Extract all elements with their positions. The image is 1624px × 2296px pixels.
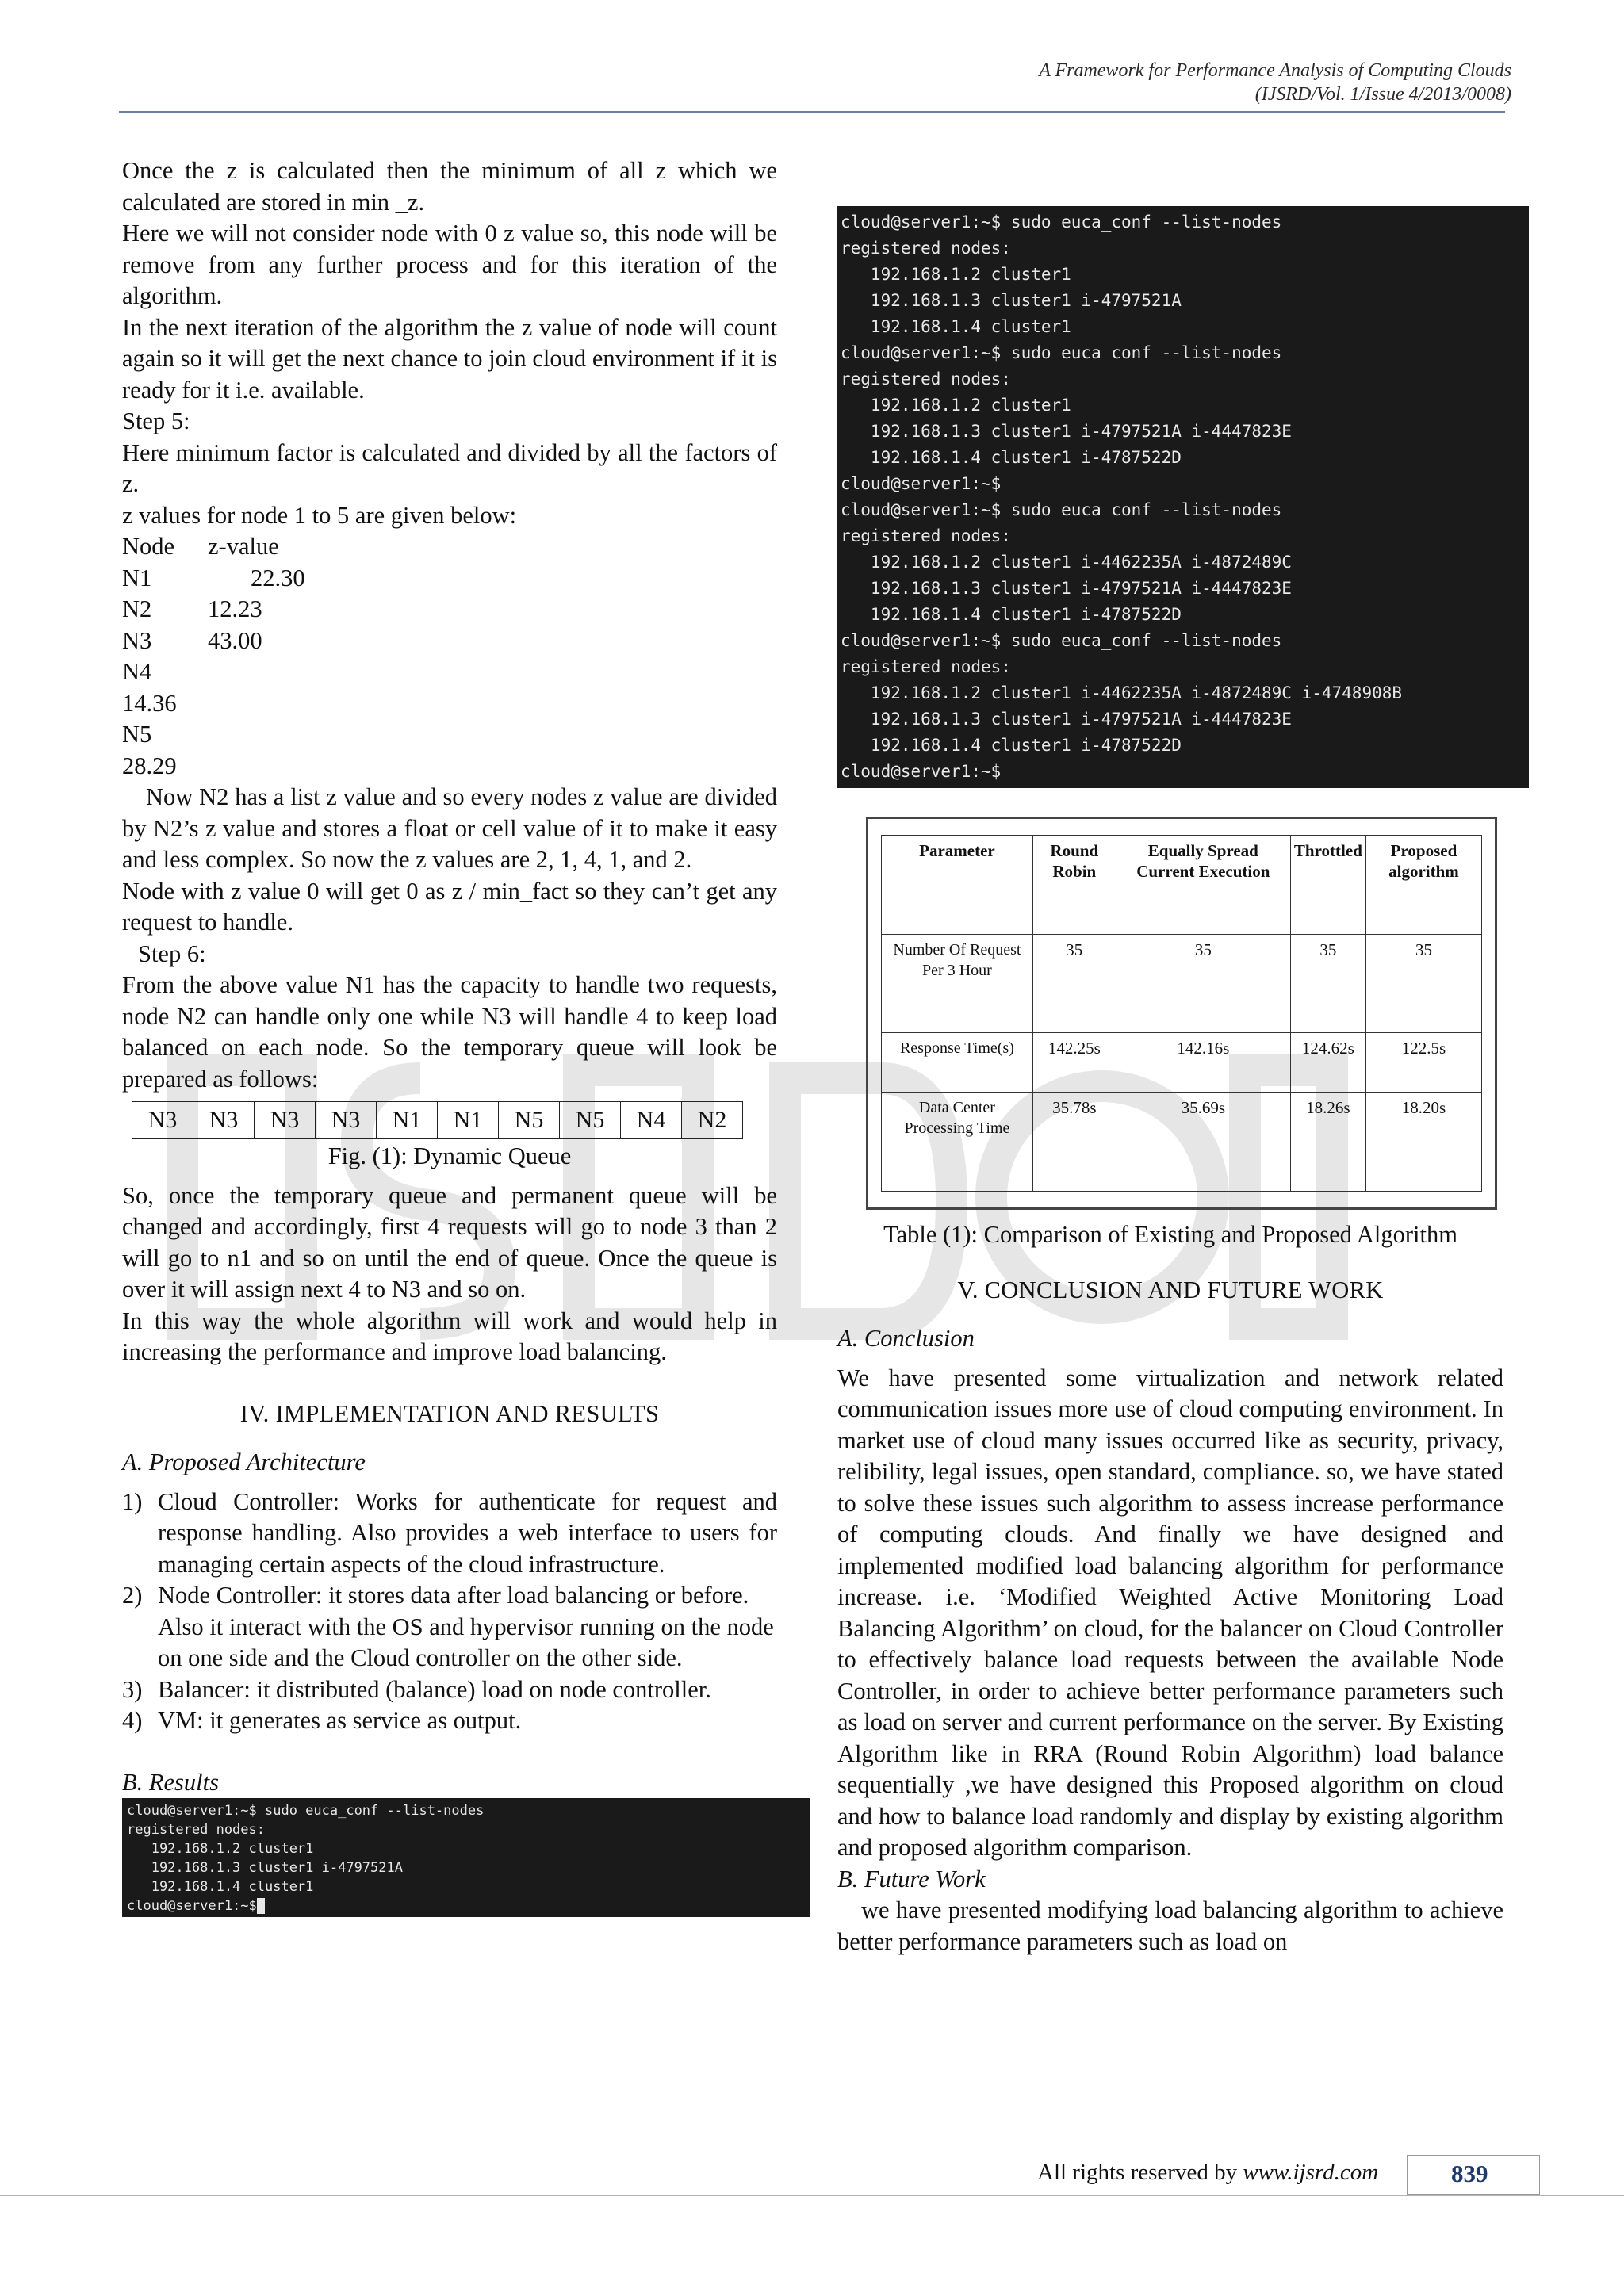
queue-cell: N3 [132,1102,193,1139]
terminal-line: 192.168.1.3 cluster1 i-4797521A i-4447823E [841,579,1292,598]
z-node: N3 [122,626,152,654]
running-header [1039,59,1511,106]
terminal-line: cloud@server1:~$ [127,1898,257,1914]
table-cell: Response Time(s) [882,1033,1033,1093]
figure-caption: Fig. (1): Dynamic Queue [327,1142,572,1169]
list-text: Node Controller: it stores data after load balancing or before. Also it interact with the OS and hypervisor running on the node on one side and the Cloud controller on the other side. [158,1582,774,1671]
z-value-list [122,531,777,782]
table-cell: Number Of Request Per 3 Hour [882,934,1033,1033]
list-number: 4) [122,1707,143,1734]
table-cell: 35.69s [1116,1093,1290,1192]
terminal-line: 192.168.1.4 cluster1 [127,1879,314,1895]
terminal-line: 192.168.1.2 cluster1 [127,1841,314,1857]
z-header-row [122,531,777,563]
table-cell: Data Center Processing Time [882,1093,1033,1192]
paragraph: In this way the whole algorithm will work and would help in increasing the performance and improve load balancing. [122,1307,777,1365]
z-value: 43.00 [208,626,262,654]
terminal-prompt-line [127,1896,806,1915]
section-heading: V. CONCLUSION AND FUTURE WORK [957,1276,1384,1303]
table-cell: 35.78s [1032,1093,1116,1192]
terminal-line: 192.168.1.2 cluster1 [841,396,1071,415]
step-label: Step 5: [122,408,190,434]
list-text: VM: it generates as service as output. [158,1707,522,1734]
architecture-list [122,1487,777,1737]
right-column [837,155,1503,1957]
subsection-heading: A. Conclusion [837,1325,975,1352]
terminal-line: registered nodes: [841,239,1011,258]
list-item [122,1580,777,1674]
table-caption: Table (1): Comparison of Existing and Proposed Algorithm [883,1221,1457,1248]
queue-cell: N2 [682,1102,743,1139]
footer-rights-text: All rights reserved by [1037,2160,1243,2185]
queue-cell: N1 [377,1102,438,1139]
z-header-value: z-value [208,533,279,560]
z-value: 14.36 [122,689,177,717]
list-item [122,1487,777,1581]
terminal-screenshot [837,206,1529,788]
z-value: 12.23 [208,595,262,622]
z-value: 28.29 [122,752,177,779]
z-value: 22.30 [251,564,305,591]
footer-rule [0,2195,1624,2196]
step-label: Step 6: [138,939,206,967]
terminal-line: registered nodes: [127,1822,265,1838]
table-header: Round Robin [1032,836,1116,935]
terminal-line: registered nodes: [841,369,1011,388]
z-row [122,626,777,657]
queue-cell: N5 [499,1102,560,1139]
table-header: Parameter [882,836,1033,935]
table-header: Proposed algorithm [1365,836,1481,935]
table-cell: 35 [1032,934,1116,1033]
paragraph: So, once the temporary queue and permanent queue will be changed and accordingly, first 4 requests will go to node 3 than 2 will go to n1 and so on until the end of queue. Once the queue is over it will assign next 4 to N3 and so on. [122,1181,777,1303]
table-header: Equally Spread Current Execution [1116,836,1290,935]
z-header-node: Node [122,533,175,560]
paragraph: We have presented some virtualization and network related communication issues more use of cloud computing environment. In market use of cloud many issues occurred like as security, privacy, relibility, legal issues, open standard, compliance. so, we have stated to solve these issues such algorithm to assess increase performance of computing clouds. And finally we have designed and implemented modified load balancing algorithm for performance increase. i.e. ‘Modified Weighted Active Monitoring Load Balancing Algorithm’ on cloud, for the balancer on Cloud Controller to effectively balance load requests between the available Node Controller, in order to achieve better performance parameters such as load on server and current performance on the server. By Existing Algorithm like in RRA (Round Robin Algorithm) load balance sequentially ,we have designed this Proposed algorithm on cloud and how to balance load randomly and display by existing algorithm and proposed algorithm comparison. [837,1364,1503,1861]
terminal-line: registered nodes: [841,657,1011,676]
table-cell: 142.25s [1032,1033,1116,1093]
header-issue: (IJSRD/Vol. 1/Issue 4/2013/0008) [1254,84,1511,105]
table-cell: 124.62s [1290,1033,1365,1093]
queue-cell: N5 [560,1102,621,1139]
list-text: Balancer: it distributed (balance) load on node controller. [158,1675,711,1703]
terminal-line: 192.168.1.3 cluster1 i-4797521A [127,1860,403,1876]
table-row [882,1093,1482,1192]
paragraph: Now N2 has a list z value and so every nodes z value are divided by N2’s z value and stores a float or cell value of it to make it easy and less complex. So now the z values are 2, 1, 4, 1, and 2. [122,783,777,873]
paragraph: z values for node 1 to 5 are given below: [122,501,517,529]
paragraph: Once the z is calculated then the minimum of all z which we calculated are stored in min _z. [122,157,777,216]
footer-url: www.ijsrd.com [1243,2160,1379,2185]
table-cell: 18.26s [1290,1093,1365,1192]
z-row [122,594,777,626]
terminal-cursor [257,1898,265,1914]
terminal-line: cloud@server1:~$ sudo euca_conf --list-nodes [841,631,1282,650]
queue-cell: N4 [621,1102,682,1139]
footer-rights [1037,2160,1378,2186]
paragraph: From the above value N1 has the capacity to handle two requests, node N2 can handle only one while N3 will handle 4 to keep load balanced on each node. So the temporary queue will look be prepared as follows: [122,971,777,1093]
comparison-table [881,835,1482,1192]
terminal-line: cloud@server1:~$ sudo euca_conf --list-nodes [841,500,1282,519]
z-row [122,563,777,595]
terminal-line: 192.168.1.3 cluster1 i-4797521A i-4447823E [841,710,1292,729]
paragraph: Here minimum factor is calculated and divided by all the factors of z. [122,438,777,497]
terminal-line: 192.168.1.2 cluster1 i-4462235A i-4872489C [841,553,1292,572]
list-number: 2) [122,1582,143,1609]
table-cell: 18.20s [1365,1093,1481,1192]
table-cell: 142.16s [1116,1033,1290,1093]
table-cell: 122.5s [1365,1033,1481,1093]
table-row [882,934,1482,1033]
header-journal-title: A Framework for Performance Analysis of Computing Clouds [1039,60,1511,81]
terminal-line: 192.168.1.3 cluster1 i-4797521A [841,291,1182,310]
subsection-heading: B. Future Work [837,1865,986,1892]
terminal-line: 192.168.1.2 cluster1 [841,265,1071,284]
terminal-screenshot [122,1798,810,1917]
terminal-line: 192.168.1.4 cluster1 i-4787522D [841,605,1182,624]
z-node: N2 [122,595,152,622]
queue-cell: N3 [193,1102,255,1139]
terminal-line: 192.168.1.3 cluster1 i-4797521A i-4447823E [841,422,1292,441]
list-item [122,1674,777,1706]
z-node: N5 [122,721,152,748]
subsection-heading: A. Proposed Architecture [122,1448,366,1475]
table-cell: 35 [1116,934,1290,1033]
section-heading: IV. IMPLEMENTATION AND RESULTS [239,1399,660,1427]
terminal-line: cloud@server1:~$ sudo euca_conf --list-nodes [841,343,1282,362]
paragraph: In the next iteration of the algorithm the z value of node will count again so it will get the next chance to join cloud environment if it is ready for it i.e. available. [122,313,777,404]
table-cell: 35 [1365,934,1481,1033]
terminal-line: cloud@server1:~$ sudo euca_conf --list-nodes [841,212,1282,232]
comparison-table-frame [866,817,1497,1210]
list-text: Cloud Controller: Works for authenticate for request and response handling. Also provides a web interface to users for managing certain aspects of the cloud infrastructure. [158,1487,777,1578]
page-number: 839 [1451,2160,1488,2187]
terminal-line: 192.168.1.4 cluster1 [841,317,1071,336]
table-cell: 35 [1290,934,1365,1033]
terminal-line: cloud@server1:~$ sudo euca_conf --list-nodes [127,1803,485,1819]
queue-cell: N3 [255,1102,316,1139]
queue-cell: N3 [316,1102,377,1139]
paragraph: Here we will not consider node with 0 z value so, this node will be remove from any further process and for this iteration of the algorithm. [122,220,777,309]
left-column [122,155,777,1917]
terminal-line: 192.168.1.4 cluster1 i-4787522D [841,736,1182,755]
terminal-line: cloud@server1:~$ [841,762,1002,781]
list-item [122,1705,777,1737]
table-header-row [882,836,1482,935]
z-node: N4 [122,658,152,685]
dynamic-queue-table [132,1101,743,1139]
terminal-line: registered nodes: [841,526,1011,545]
table-row [882,1033,1482,1093]
subsection-heading: B. Results [122,1768,219,1796]
z-node: N1 [122,564,152,591]
list-number: 3) [122,1675,143,1703]
terminal-line: 192.168.1.2 cluster1 i-4462235A i-4872489C i-4748908B [841,683,1403,702]
terminal-line: 192.168.1.4 cluster1 i-4787522D [841,448,1182,467]
table-header: Throttled [1290,836,1365,935]
paragraph: we have presented modifying load balancing algorithm to achieve better performance parameters such as load on [837,1896,1503,1955]
queue-cell: N1 [438,1102,499,1139]
paragraph: Node with z value 0 will get 0 as z / min_fact so they can’t get any request to handle. [122,877,777,936]
list-number: 1) [122,1487,143,1515]
header-rule [119,111,1505,113]
terminal-line: cloud@server1:~$ [841,474,1002,493]
queue-row [132,1102,743,1139]
